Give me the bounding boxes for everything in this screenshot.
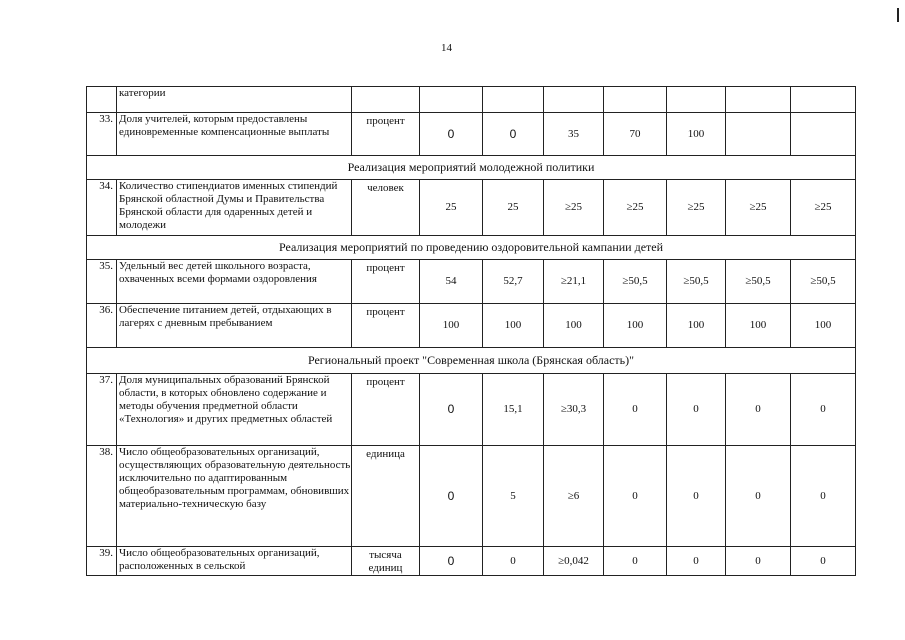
indicator-name: Обеспечение питанием детей, отдыхающих в лагерях с дневным пребыванием	[117, 304, 352, 348]
value-cell: ≥50,5	[604, 260, 667, 304]
table-row	[87, 180, 856, 236]
section-row	[87, 348, 856, 374]
value-cell: 52,7	[483, 260, 544, 304]
value-cell: 0	[420, 446, 483, 547]
value-cell: 100	[544, 304, 604, 348]
row-number: 37.	[87, 374, 117, 446]
indicator-name: Число общеобразовательных организаций, осуществляющих образовательную деятельность исключительно по адаптированным общеобразовательным программам, обновивших материально-техническую базу	[117, 446, 352, 547]
value-cell: ≥25	[667, 180, 726, 236]
row-number: 38.	[87, 446, 117, 547]
table-row	[87, 113, 856, 156]
value-cell: ≥6	[544, 446, 604, 547]
value-cell: ≥25	[544, 180, 604, 236]
row-number: 33.	[87, 113, 117, 156]
value-cell: 0	[791, 446, 856, 547]
value-cell: 100	[420, 304, 483, 348]
unit-cell: тысяча единиц	[352, 547, 420, 576]
value-cell: 100	[726, 304, 791, 348]
value-cell: 0	[483, 547, 544, 576]
value-cell: 0	[667, 374, 726, 446]
value-cell: 5	[483, 446, 544, 547]
unit-cell: человек	[352, 180, 420, 236]
value-cell: ≥30,3	[544, 374, 604, 446]
table-row	[87, 547, 856, 576]
value-cell: 100	[667, 304, 726, 348]
indicator-name: Доля муниципальных образований Брянской области, в которых обновлено содержание и методы обучения предметной области «Технология» и других предметных областей	[117, 374, 352, 446]
table-row	[87, 446, 856, 547]
section-title: Реализация мероприятий молодежной политики	[87, 156, 856, 180]
value-cell: ≥21,1	[544, 260, 604, 304]
value-cell: 0	[604, 374, 667, 446]
row-number	[87, 87, 117, 113]
value-cell: ≥50,5	[667, 260, 726, 304]
indicators-table	[86, 86, 856, 576]
value-cell: 15,1	[483, 374, 544, 446]
indicator-name: Количество стипендиатов именных стипендий Брянской областной Думы и Правительства Брянской области для одаренных детей и молодежи	[117, 180, 352, 236]
value-cell: 0	[726, 547, 791, 576]
value-cell: 0	[791, 547, 856, 576]
value-cell: 0	[667, 547, 726, 576]
value-cell: 0	[483, 113, 544, 156]
value-cell	[791, 113, 856, 156]
value-cell: 25	[483, 180, 544, 236]
value-cell: 25	[420, 180, 483, 236]
table-row	[87, 304, 856, 348]
indicator-name: Число общеобразовательных организаций, расположенных в сельской	[117, 547, 352, 576]
unit-cell: процент	[352, 304, 420, 348]
section-row	[87, 236, 856, 260]
unit-cell: процент	[352, 374, 420, 446]
value-cell: ≥25	[791, 180, 856, 236]
value-cell	[726, 113, 791, 156]
value-cell: 100	[604, 304, 667, 348]
value-cell: ≥25	[604, 180, 667, 236]
indicator-name: Доля учителей, которым предоставлены единовременные компенсационные выплаты	[117, 113, 352, 156]
row-number: 34.	[87, 180, 117, 236]
table-row	[87, 87, 856, 113]
value-cell: 0	[726, 446, 791, 547]
value-cell: ≥0,042	[544, 547, 604, 576]
value-cell: 54	[420, 260, 483, 304]
value-cell: 35	[544, 113, 604, 156]
value-cell: 100	[667, 113, 726, 156]
value-cell: 0	[420, 113, 483, 156]
unit-cell: процент	[352, 113, 420, 156]
value-cell: 0	[726, 374, 791, 446]
value-cell: 100	[483, 304, 544, 348]
value-cell: 100	[791, 304, 856, 348]
table-row	[87, 260, 856, 304]
row-number: 36.	[87, 304, 117, 348]
unit-cell: процент	[352, 260, 420, 304]
value-cell: ≥50,5	[726, 260, 791, 304]
page-number: 14	[441, 42, 452, 54]
section-title: Реализация мероприятий по проведению оздоровительной кампании детей	[87, 236, 856, 260]
value-cell: 0	[604, 547, 667, 576]
value-cell: 0	[791, 374, 856, 446]
section-row	[87, 156, 856, 180]
edge-mark	[897, 8, 899, 22]
row-number: 39.	[87, 547, 117, 576]
value-cell: 0	[420, 374, 483, 446]
value-cell: ≥25	[726, 180, 791, 236]
unit-cell: единица	[352, 446, 420, 547]
value-cell: 0	[604, 446, 667, 547]
unit-cell	[352, 87, 420, 113]
value-cell: ≥50,5	[791, 260, 856, 304]
value-cell: 70	[604, 113, 667, 156]
value-cell: 0	[420, 547, 483, 576]
indicator-name: Удельный вес детей школьного возраста, охваченных всеми формами оздоровления	[117, 260, 352, 304]
indicator-name: категории	[117, 87, 352, 113]
table-row	[87, 374, 856, 446]
row-number: 35.	[87, 260, 117, 304]
value-cell: 0	[667, 446, 726, 547]
section-title: Региональный проект "Современная школа (Брянская область)"	[87, 348, 856, 374]
